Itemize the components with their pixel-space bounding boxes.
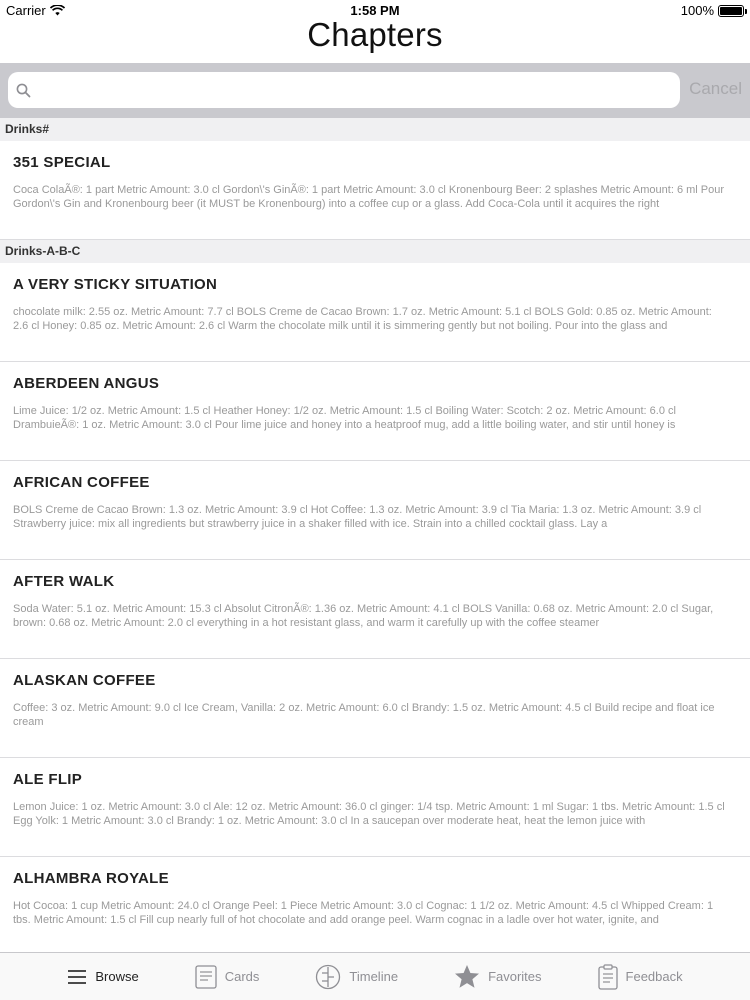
list-item[interactable] bbox=[0, 659, 750, 758]
tab-feedback[interactable] bbox=[570, 953, 711, 1000]
tab-label: Feedback bbox=[625, 969, 683, 984]
page-title: Chapters bbox=[307, 16, 443, 53]
tab-favorites[interactable] bbox=[426, 953, 569, 1000]
carrier-label: Carrier bbox=[6, 3, 46, 18]
tab-label: Timeline bbox=[349, 969, 399, 984]
item-title: ABERDEEN ANGUS bbox=[13, 375, 160, 392]
search-field[interactable] bbox=[8, 72, 680, 108]
item-description: chocolate milk: 2.55 oz. Metric Amount: 7.7 cl BOLS Creme de Cacao Brown: 1.7 oz. Metric Amount: 5.1 cl BOLS Gold: 0.85 oz. Metric Amount: 2.6 cl Honey: 0.85 oz. Metric Amount: 2.6 cl Warm the chocolate milk until it is simmering gently but not boiling. Pour into the glass and bbox=[13, 306, 712, 332]
tab-browse[interactable] bbox=[39, 953, 166, 1000]
tab-label: Cards bbox=[224, 969, 260, 984]
item-description: Lemon Juice: 1 oz. Metric Amount: 3.0 cl Ale: 12 oz. Metric Amount: 36.0 cl ginger: 1/4 tsp. Metric Amount: 1 ml Sugar: 1 tbs. Metric Amount: 1.5 cl Egg Yolk: 1 Metric Amount: 3.0 cl Brandy: 1 oz. Metric Amount: 3.0 cl In a saucepan over moderate heat, heat the lemon juice with bbox=[13, 801, 725, 827]
section-header: Drinks# bbox=[0, 118, 750, 141]
list-icon bbox=[67, 969, 87, 985]
search-icon bbox=[16, 83, 31, 98]
list-item[interactable] bbox=[0, 758, 750, 857]
item-description: Coffee: 3 oz. Metric Amount: 9.0 cl Ice Cream, Vanilla: 2 oz. Metric Amount: 6.0 cl Brandy: 1.5 oz. Metric Amount: 4.5 cl Build recipe and float ice cream bbox=[13, 702, 715, 728]
item-description: Lime Juice: 1/2 oz. Metric Amount: 1.5 cl Heather Honey: 1/2 oz. Metric Amount: 1.5 cl Boiling Water: Scotch: 2 oz. Metric Amount: 6.0 cl DrambuieÃ®: 1 oz. Metric Amount: 3.0 cl Pour lime juice and honey into a heatproof mug, add a little boiling water, and stir until honey is bbox=[13, 405, 676, 431]
item-title: 351 SPECIAL bbox=[13, 154, 111, 171]
list-item[interactable] bbox=[0, 141, 750, 240]
item-title: AFTER WALK bbox=[13, 573, 115, 590]
tab-label: Browse bbox=[95, 969, 139, 984]
cancel-button[interactable]: Cancel bbox=[689, 79, 742, 98]
battery-icon bbox=[718, 5, 744, 17]
item-description: Coca ColaÃ®: 1 part Metric Amount: 3.0 cl Gordon\'s GinÃ®: 1 part Metric Amount: 3.0 cl Kronenbourg Beer: 2 splashes Metric Amount: 6 ml Pour Gordon\'s Gin and Kronenbourg beer (it MUST be Kronenbourg) into a coffee cup or a glass. Add Coca-Cola until it acquires the right bbox=[13, 184, 725, 210]
tab-label: Favorites bbox=[488, 969, 542, 984]
list-item[interactable] bbox=[0, 857, 750, 952]
battery-percent: 100% bbox=[680, 3, 714, 18]
item-description: Hot Cocoa: 1 cup Metric Amount: 24.0 cl Orange Peel: 1 Piece Metric Amount: 3.0 cl Cognac: 1 1/2 oz. Metric Amount: 4.5 cl Whipped Cream: 1 tbs. Metric Amount: 1.5 cl Fill cup nearly full of hot chocolate and add orange peel. Warm cognac in a ladle over hot water, ignite, and bbox=[13, 900, 714, 926]
star-icon bbox=[454, 964, 480, 989]
search-input[interactable] bbox=[37, 81, 637, 99]
cards-icon bbox=[195, 965, 217, 989]
chapters-list[interactable] bbox=[0, 118, 750, 952]
item-title: ALE FLIP bbox=[13, 771, 83, 788]
item-title: AFRICAN COFFEE bbox=[13, 474, 150, 491]
list-item[interactable] bbox=[0, 560, 750, 659]
tab-timeline[interactable] bbox=[287, 953, 426, 1000]
item-description: Soda Water: 5.1 oz. Metric Amount: 15.3 cl Absolut CitronÃ®: 1.36 oz. Metric Amount: 4.1 cl BOLS Vanilla: 0.68 oz. Metric Amount: 2.0 cl Sugar, brown: 0.68 oz. Metric Amount: 2.0 cl everything in a hot resistant glass, and warm it carefully up with the coffee steamer bbox=[13, 603, 714, 629]
timeline-icon bbox=[315, 964, 341, 990]
status-time: 1:58 PM bbox=[350, 3, 400, 18]
search-bar bbox=[0, 63, 750, 118]
list-item[interactable] bbox=[0, 362, 750, 461]
item-description: BOLS Creme de Cacao Brown: 1.3 oz. Metric Amount: 3.9 cl Hot Coffee: 1.3 oz. Metric Amount: 3.9 cl Tia Maria: 1.3 oz. Metric Amount: 3.9 cl Strawberry juice: mix all ingredients but strawberry juice in a shaker filled with ice. Strain into a chilled cocktail glass. Lay a bbox=[13, 504, 702, 530]
list-item[interactable] bbox=[0, 263, 750, 362]
tab-cards[interactable] bbox=[167, 953, 288, 1000]
section-header: Drinks-A-B-C bbox=[0, 240, 750, 263]
item-title: ALHAMBRA ROYALE bbox=[13, 870, 169, 887]
tab-bar bbox=[0, 952, 750, 1000]
list-item[interactable] bbox=[0, 461, 750, 560]
item-title: ALASKAN COFFEE bbox=[13, 672, 156, 689]
clipboard-icon bbox=[598, 964, 618, 990]
item-title: A VERY STICKY SITUATION bbox=[13, 276, 218, 293]
